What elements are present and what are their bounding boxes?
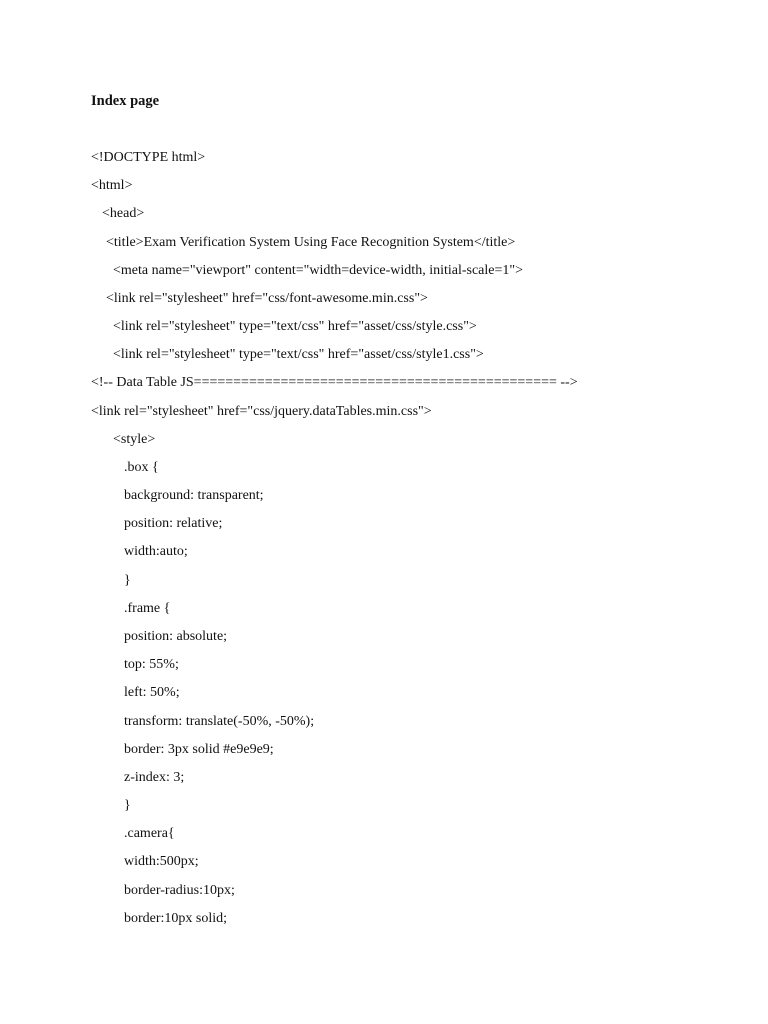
code-line: position: relative; bbox=[124, 516, 223, 531]
code-line: border-radius:10px; bbox=[124, 883, 235, 898]
code-line: <link rel="stylesheet" type="text/css" href="asset/css/style.css"> bbox=[113, 319, 477, 334]
code-line: <link rel="stylesheet" href="css/jquery.dataTables.min.css"> bbox=[91, 404, 432, 419]
code-line: <head> bbox=[102, 206, 145, 221]
code-line: border: 3px solid #e9e9e9; bbox=[124, 742, 274, 757]
code-line: border:10px solid; bbox=[124, 911, 228, 926]
code-line: width:auto; bbox=[124, 544, 188, 559]
code-line: position: absolute; bbox=[124, 629, 228, 644]
code-line: background: transparent; bbox=[124, 488, 264, 503]
code-line: <!DOCTYPE html> bbox=[91, 150, 206, 165]
code-line: <link rel="stylesheet" type="text/css" href="asset/css/style1.css"> bbox=[113, 347, 484, 362]
code-line: <!-- Data Table JS============================================== --> bbox=[91, 375, 578, 390]
code-line: left: 50%; bbox=[124, 685, 180, 700]
code-line: transform: translate(-50%, -50%); bbox=[124, 714, 315, 729]
code-line: .camera{ bbox=[124, 826, 175, 841]
section-heading: Index page bbox=[91, 93, 160, 109]
code-line: .box { bbox=[124, 460, 159, 475]
code-line: width:500px; bbox=[124, 854, 199, 869]
code-line: z-index: 3; bbox=[124, 770, 185, 785]
code-line: } bbox=[124, 573, 131, 588]
code-line: top: 55%; bbox=[124, 657, 179, 672]
code-line: <title>Exam Verification System Using Face Recognition System</title> bbox=[106, 235, 516, 250]
code-line: <meta name="viewport" content="width=device-width, initial-scale=1"> bbox=[113, 263, 524, 278]
code-line: <html> bbox=[91, 178, 133, 193]
code-line: } bbox=[124, 798, 131, 813]
code-line: <link rel="stylesheet" href="css/font-awesome.min.css"> bbox=[106, 291, 428, 306]
code-line: <style> bbox=[113, 432, 156, 447]
code-line: .frame { bbox=[124, 601, 171, 616]
